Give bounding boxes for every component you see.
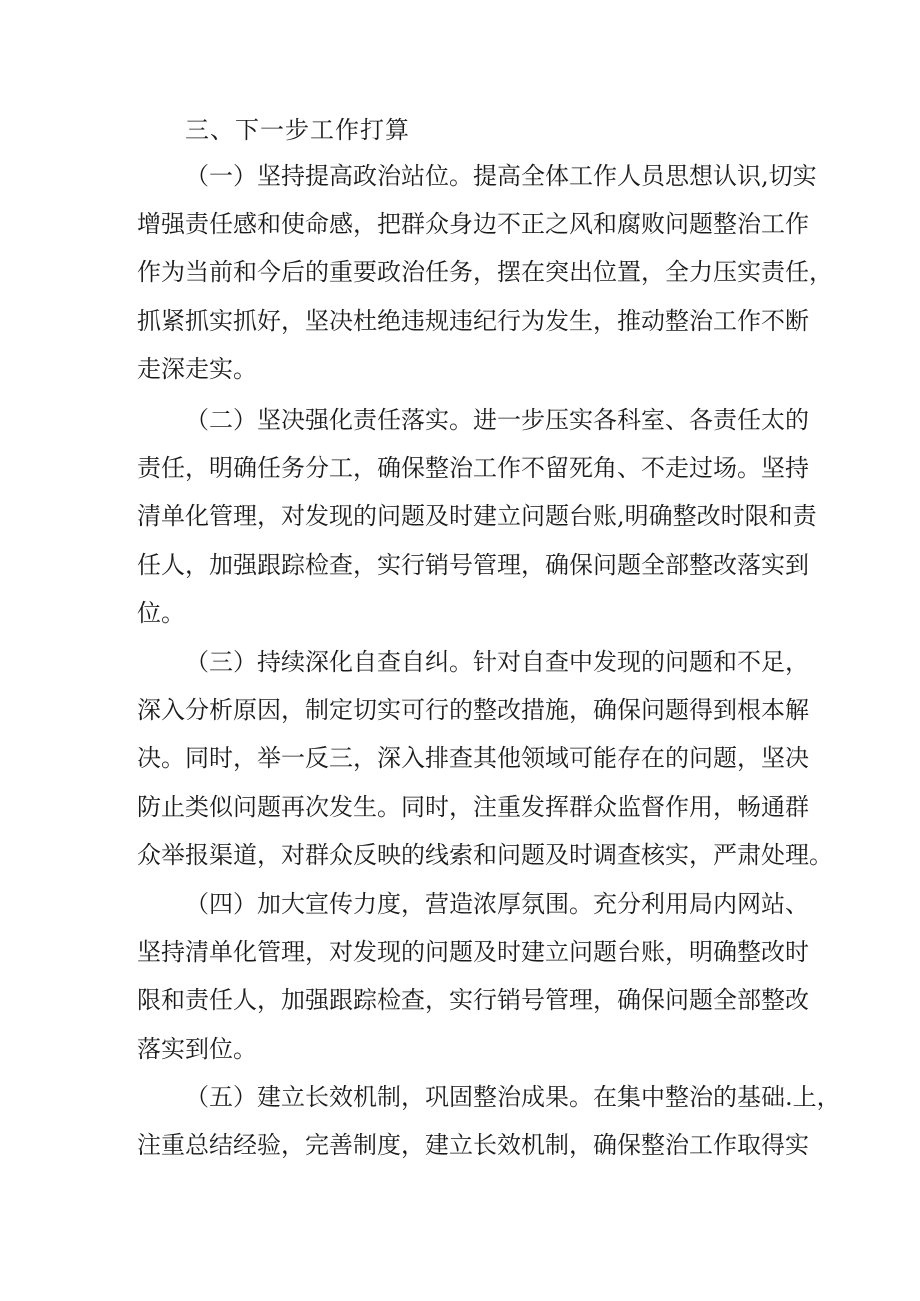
section-heading: 三、下一步工作打算 bbox=[185, 116, 410, 144]
paragraph-line: （三）持续深化自查自纠。针对自查中发现的问题和不足， bbox=[185, 648, 809, 676]
paragraph-line: 决。同时，举一反三，深入排查其他领域可能存在的问题，坚决 bbox=[137, 744, 809, 773]
paragraph-line: 众举报渠道，对群众反映的线索和问题及时调查核实，严肃处理。 bbox=[137, 840, 833, 869]
paragraph-line: 深入分析原因，制定切实可行的整改措施，确保问题得到根本解 bbox=[137, 696, 809, 725]
paragraph-line: （二）坚决强化责任落实。进一步压实各科室、各责任太的 bbox=[185, 406, 809, 434]
paragraph-line: 清单化管理，对发现的问题及时建立问题台账,明确整改时限和责 bbox=[137, 502, 817, 531]
paragraph-3 bbox=[137, 638, 833, 879]
paragraph-line: 任人，加强跟踪检查，实行销号管理，确保问题全部整改落实到 bbox=[137, 550, 809, 579]
paragraph-line: 落实到位。 bbox=[137, 1034, 257, 1063]
paragraph-4 bbox=[137, 880, 809, 1073]
paragraph-2 bbox=[137, 396, 817, 637]
paragraph-line: 位。 bbox=[137, 598, 185, 627]
paragraph-line: 走深走实。 bbox=[137, 354, 257, 383]
paragraph-line: （五）建立长效机制，巩固整治成果。在集中整治的基础.上， bbox=[185, 1083, 841, 1111]
paragraph-5 bbox=[137, 1073, 841, 1169]
paragraph-line: 作为当前和今后的重要政治任务，摆在突出位置，全力压实责任， bbox=[137, 258, 833, 287]
paragraph-line: （四）加大宣传力度，营造浓厚氛围。充分利用局内网站、 bbox=[185, 890, 809, 918]
paragraph-line: 坚持清单化管理，对发现的问题及时建立问题台账，明确整改时 bbox=[137, 938, 809, 967]
paragraph-line: 注重总结经验，完善制度，建立长效机制，确保整治工作取得实 bbox=[137, 1131, 809, 1160]
paragraph-1 bbox=[137, 152, 833, 393]
paragraph-line: 抓紧抓实抓好，坚决杜绝违规违纪行为发生，推动整治工作不断 bbox=[137, 306, 809, 335]
paragraph-line: 增强责任感和使命感，把群众身边不正之风和腐败问题整治工作 bbox=[137, 210, 809, 239]
paragraph-line: （一）坚持提高政治站位。提高全体工作人员思想认识,切实 bbox=[185, 162, 817, 190]
paragraph-line: 责任，明确任务分工，确保整治工作不留死角、不走过场。坚持 bbox=[137, 454, 809, 483]
paragraph-line: 防止类似问题再次发生。同时，注重发挥群众监督作用，畅通群 bbox=[137, 792, 809, 821]
paragraph-line: 限和责任人，加强跟踪检查，实行销号管理，确保问题全部整改 bbox=[137, 986, 809, 1015]
